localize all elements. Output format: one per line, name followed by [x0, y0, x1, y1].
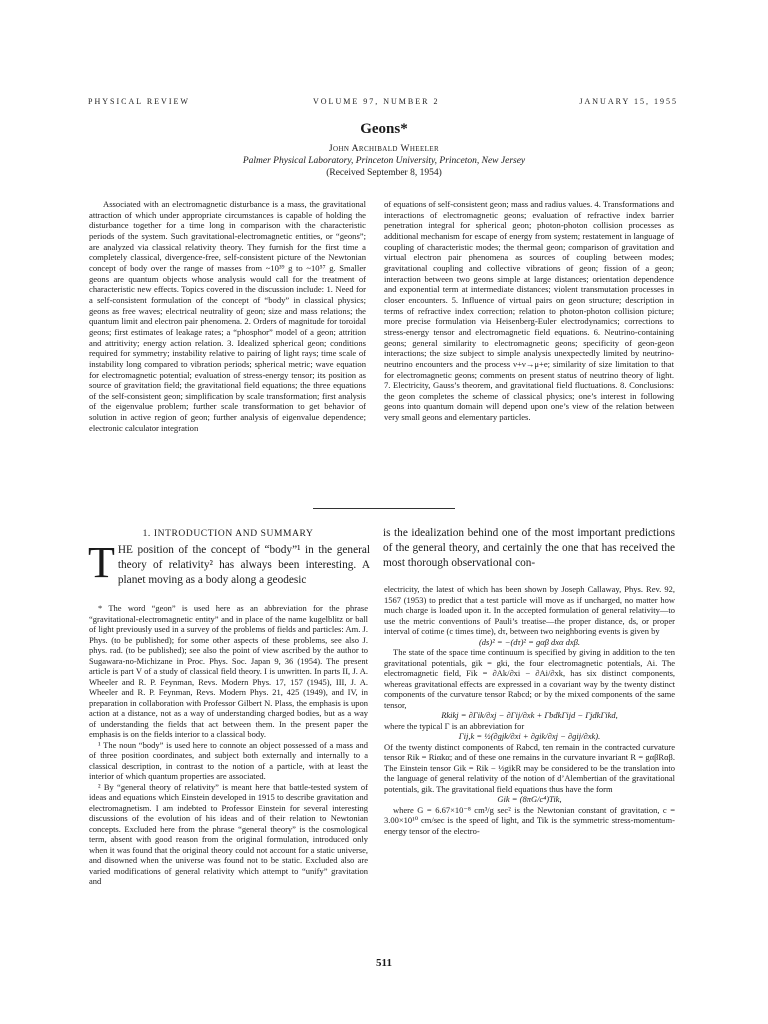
footnote-continuation: electricity, the latest of which has been shown by Joseph Callaway, Phys. Rev. 92, 1567 (1953) to predict that a test particle will move as if uncharged, no matter how much charge is loaded upon it. In the accepted formulation of general relativity—to use the metric conventions of Pauli’s treatise—the proper distance, ds, or proper interval of cotime (c times time), dτ, between two neighboring events is given by [384, 584, 675, 636]
abstract-right-column: of equations of self-consistent geon; mass and radius values. 4. Transformations and interactions of electromagnetic geons; evaluation of refractive index barrier penetration integral for spherical geon; photon-photon collision processes as additional mechanism for escape of energy from system; restatement in language of coupling of characteristic modes; the thermal geon; comparison of gravitation and virtual electron pair phenomena as sources of coupling between modes; gravitational coupling and collective vibrations of geon; fission of a geon; interaction between two geons simple at large distances; orientation dependence and exponential term at intermediate distances; violent transmutation processes in closer encounters. 5. Influence of virtual pairs on geon structure; description in terms of refractive index correction; relation to photon-photon collision picture; more precise formulation via Heisenberg-Euler electrodynamics; corrections to stress-energy tensor and electromagnetic field equations. 6. Neutrino-containing geons; general similarity to electromagnetic geons; specificity of geon-geon interactions; the size subject to simple analysis unexpectedly limited by neutrino-neutrino encounters and the process ν+ν→μ+e; similarity of size limitation to that for electromagnetic geons; comments on present status of neutrino theory of light. 7. Electricity, Gauss’s theorem, and gravitational field fluctuations. 8. Conclusions: the geon completes the scheme of classical physics; one’s interest in following geons into quantum domain will depend upon one’s view of the relation between very small geons and elementary particles. [384, 199, 674, 423]
author-affiliation: Palmer Physical Laboratory, Princeton University, Princeton, New Jersey [242, 156, 526, 166]
equation-field: Gik = (8πG/c⁴)Tik, [497, 794, 562, 804]
section-divider [313, 508, 455, 509]
intro-text: HE position of the concept of “body”¹ in the general theory of relativity² has always been interesting. A planet moving as a body along a geodesic [117, 544, 370, 587]
section-heading: 1. INTRODUCTION AND SUMMARY [142, 529, 314, 539]
paper-title: Geons* [360, 121, 408, 137]
equation-christoffel: Γij,k = ½(∂gjk/∂xi + ∂gik/∂xj − ∂gij/∂xk). [458, 731, 601, 741]
footnote-2: ² By “general theory of relativity” is meant here that battle-tested system of ideas and equations which Einstein developed in 1915 to describe gravitation and electromagnetism. I am indebted to Professor Einstein for several interesting discussions of the evolution of his ideas and of their relation to Newtonian concepts. Excluded here from the phrase “general theory” is the cosmological term, absent with good reason from the original formulation, introduced only when it was found that the original theory could not account for a static universe, and disowned when the universe was found not to be static. Excluded also are varied modifications of general relativity which attempt to “unify” gravitation and [89, 781, 368, 886]
page-number: 511 [376, 957, 392, 969]
footnote-state-paragraph: The state of the space time continuum is specified by giving in addition to the ten gravitational potentials, gik = gki, the four electromagnetic potentials, Ai. The electromagnetic field, Fik = ∂Ak/∂xi − ∂Ai/∂xk, has six distinct components, whereas gravitational effects are expressed in a covariant way by the twenty distinct components of the curvature tensor Rabcd; or by the mixed components of the same tensor, [384, 647, 675, 710]
running-head [88, 97, 678, 109]
footnote-star: * The word “geon” is used here as an abbreviation for the phrase “gravitational-electromagnetic entity” and in place of the name kugelblitz or ball of light previously used in a survey of the problems of fields and particles: Am. J. Phys. (to be published); for some other aspects of these problems, see also J. phys. rad. (to be published); see also the point of view ascribed by the author to Sugawara-no-Michizane in Proc. Phys. Soc. Japan 9, 36 (1954). The present article is part V of a study of classical field theory. I is unwritten. In parts II, J. A. Wheeler and R. P. Feynman, Revs. Modern Phys. 17, 157 (1945), III, J. A. Wheeler and R. P. Feynman, Revs. Modern Phys. 21, 425 (1949), and IV, in preparation in collaboration with Professor Gilbert N. Plass, the emphasis is upon action at a distance, not as a way of understanding charged bodies, but as a way of understanding the fields that act between them. In the present paper the emphasis is on the fields interior to a classical body. [89, 603, 368, 739]
equation-curvature: Rkikj = ∂Γik/∂xj − ∂Γij/∂xk + ΓbdkΓijd − ΓjdkΓikd, [441, 710, 618, 720]
footnotes-left [89, 603, 368, 887]
footnotes-right [384, 584, 675, 836]
volume-number: VOLUME 97, NUMBER 2 [313, 97, 440, 106]
intro-paragraph [88, 538, 370, 589]
footnote-gamma-intro: where the typical Γ is an abbreviation for [384, 720, 525, 731]
footnote-constants: where G = 6.67×10⁻⁸ cm³/g sec² is the Newtonian constant of gravitation, c = 3.00×10¹⁰ cm/sec is the speed of light, and Tik is the symmetric stress-momentum-energy tensor of the electro- [384, 804, 675, 836]
author-name: John Archibald Wheeler [328, 144, 440, 154]
issue-date: JANUARY 15, 1955 [579, 97, 678, 106]
drop-cap: T [88, 538, 115, 587]
intro-continuation: is the idealization behind one of the most important predictions of the general theory, and certainly the one that has received the most thorough observational con- [383, 527, 675, 570]
equation-metric: (ds)² = −(dτ)² = gαβ dxα dxβ. [478, 636, 581, 647]
footnote-einstein-paragraph: Of the twenty distinct components of Rabcd, ten remain in the contracted curvature tensor Rik = Riαkα; and of these one remains in the curvature invariant R = gαβRαβ. The Einstein tensor Gik = Rik − ½gikR may be considered to be the translation into the language of general relativity of the notion of d’Alembertian of the gravitational potentials, gik. The gravitational field equations thus have the form [384, 741, 675, 794]
footnote-1: ¹ The noun “body” is used here to connote an object possessed of a mass and of three position coordinates, and subject both externally and internally to a classical description, in contrast to the notion of a particle, with at least the interior of which quantum properties are associated. [89, 739, 368, 781]
abstract-left-column: Associated with an electromagnetic disturbance is a mass, the gravitational attraction of which under appropriate circumstances is capable of holding the disturbance together for a time long in comparison with the characteristic periods of the system. Such gravitational-electromagnetic entities, or “geons”; are analyzed via classical relativity theory. They furnish for the first time a completely classical, divergence-free, self-consistent picture of the Newtonian concept of body over the range of masses from ~10³⁹ g to ~10⁵⁷ g. Smaller geons are quantum objects whose analysis would call for the treatment of characteristic new effects. Topics covered in the discussion include: 1. Need for a self-consistent formulation of the concept of “body” in classical physics; geons as free waves; electrical neutrality of geon; size and mass relations; the quantum limit and electron pair phenomena. 2. Orders of magnitude for toroidal geons; first estimates of leakage rates; a “phosphor” model of a geon; attrition and attritivity; energy action relation. 3. Idealized spherical geon; conditions required for symmetry; instability relative to pairing of light rays; time scale of instability long compared to vibration periods; spherical metric; wave equation for electromagnetic potential; evaluation of stress-energy tensor; its position as source of gravitation field; the gravitational field equations; the three equations of the self-consistent geon; simplification by scale transformation; first analysis of the eigenvalue problem; further scale transformation to get behavior of solution in active region of geon; further analysis of eigenvalue dependence; electronic calculator integration [89, 199, 366, 433]
journal-name: PHYSICAL REVIEW [88, 97, 190, 106]
received-date: (Received September 8, 1954) [326, 168, 442, 178]
